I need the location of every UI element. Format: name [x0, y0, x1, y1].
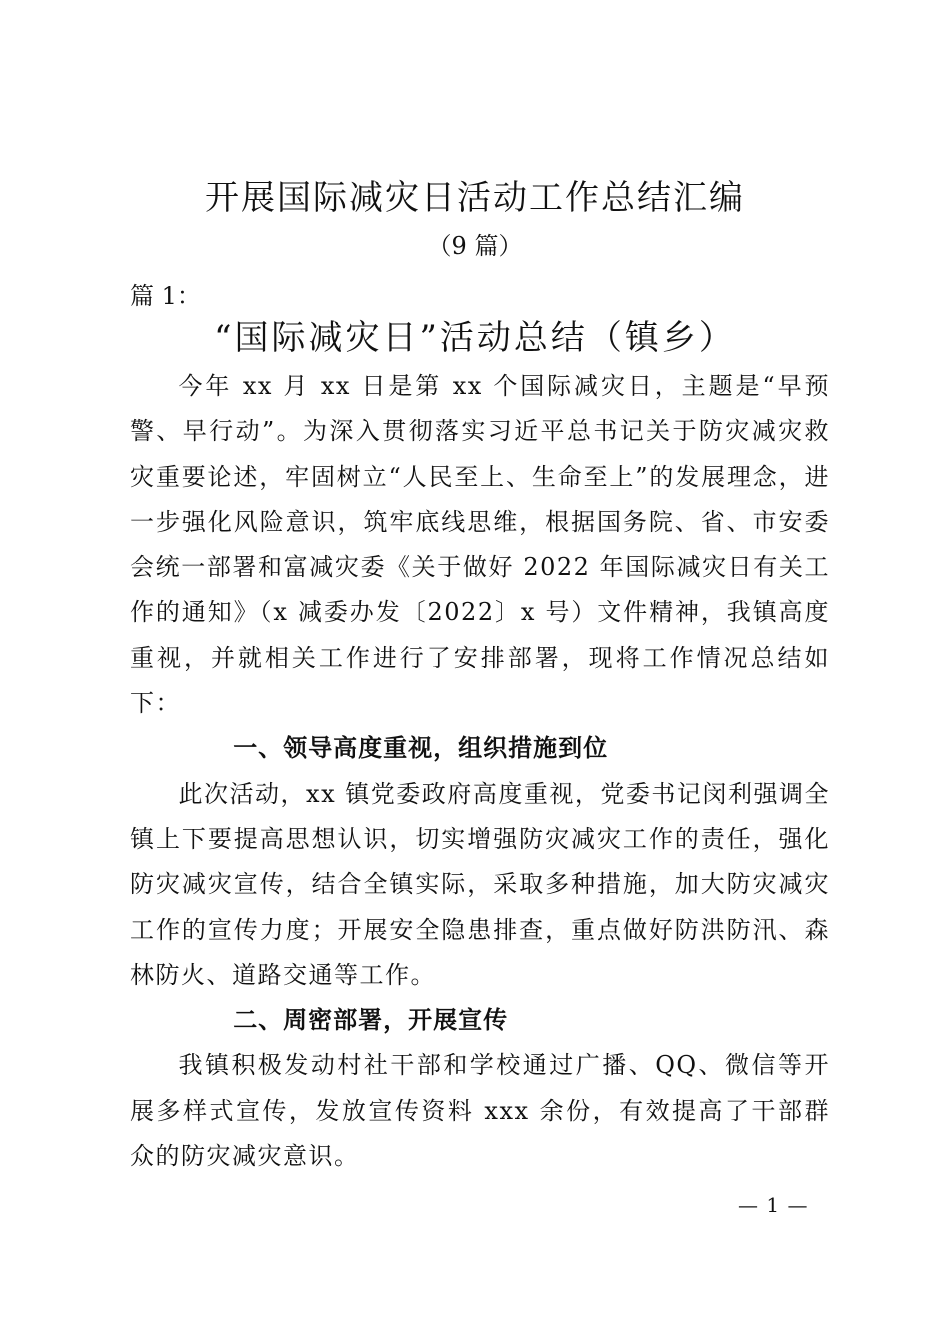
section-heading-2: 二、周密部署，开展宣传 — [233, 1006, 509, 1035]
section-heading-1: 一、领导高度重视，组织措施到位 — [233, 734, 609, 763]
document-subtitle: （9 篇） — [427, 232, 523, 260]
article-title: “国际减灾日”活动总结（镇乡） — [214, 318, 736, 358]
section-label: 篇 1： — [130, 282, 201, 310]
article-body — [130, 364, 830, 1179]
document-title: 开展国际减灾日活动工作总结汇编 — [205, 178, 745, 218]
intro-paragraph: 今年 xx 月 xx 日是第 xx 个国际减灾日，主题是“早预警、早行动”。为深入贯彻落实习近平总书记关于防灾减灾救灾重要论述，牢固树立“人民至上、生命至上”的发展理念，进一步强化风险意识，筑牢底线思维，根据国务院、省、市安委会统一部署和富减灾委《关于做好 2022 年国际减灾日有关工作的通知》（x 减委办发〔2022〕x 号）文件精神，我镇高度重视，并就相关工作进行了安排部署，现将工作情况总结如下： — [130, 372, 830, 718]
page-number: — 1 — — [738, 1193, 809, 1217]
body-paragraph-2: 我镇积极发动村社干部和学校通过广播、QQ、微信等开展多样式宣传，发放宣传资料 xxx 余份，有效提高了干部群众的防灾减灾意识。 — [130, 1051, 830, 1171]
body-paragraph-1: 此次活动，xx 镇党委政府高度重视，党委书记闵利强调全镇上下要提高思想认识，切实增强防灾减灾工作的责任，强化防灾减灾宣传，结合全镇实际，采取多种措施，加大防灾减灾工作的宣传力度；开展安全隐患排查，重点做好防洪防汛、森林防火、道路交通等工作。 — [130, 779, 830, 989]
